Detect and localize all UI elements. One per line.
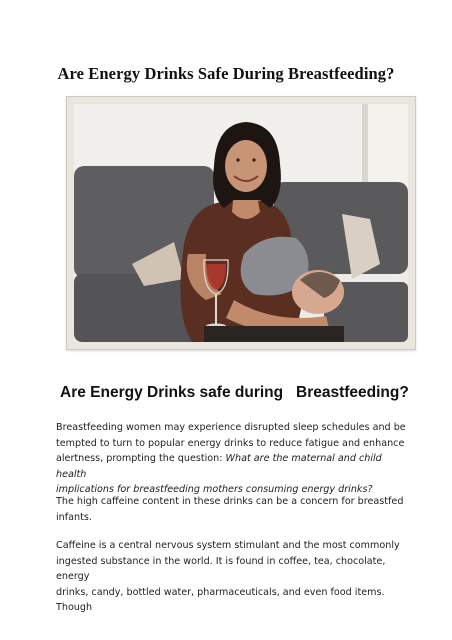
paragraph-3-line-1: Caffeine is a central nervous system stimulant and the most commonly: [56, 540, 400, 551]
paragraph-3: [56, 538, 406, 616]
paragraph-2: [56, 494, 406, 525]
breastfeeding-mother-photo: [74, 104, 408, 342]
paragraph-1-line-2: tempted to turn to popular energy drinks to reduce fatigue and enhance: [56, 437, 405, 449]
document-title: Are Energy Drinks Safe During Breastfeeding?: [57, 64, 395, 83]
paragraph-2-line-2: infants.: [56, 511, 92, 523]
paragraph-1-italic-1: What are the maternal and child health: [56, 453, 382, 480]
paragraph-1-line-3: alertness, prompting the question:: [56, 453, 226, 464]
section-heading: Are Energy Drinks safe during Breastfeeding?: [60, 384, 409, 401]
paragraph-1-italic-2: implications for breastfeeding mothers consuming energy drinks?: [56, 484, 373, 495]
paragraph-1: [56, 420, 406, 498]
paragraph-2-line-1: The high caffeine content in these drinks can be a concern for breastfed: [56, 496, 404, 507]
photo-frame: [66, 96, 416, 350]
paragraph-1-line-1: Breastfeeding women may experience disrupted sleep schedules and be: [56, 422, 406, 433]
paragraph-3-line-2: ingested substance in the world. It is found in coffee, tea, chocolate, energy: [56, 555, 386, 582]
paragraph-3-line-3: drinks, candy, bottled water, pharmaceuticals, and even food items. Though: [56, 586, 385, 613]
